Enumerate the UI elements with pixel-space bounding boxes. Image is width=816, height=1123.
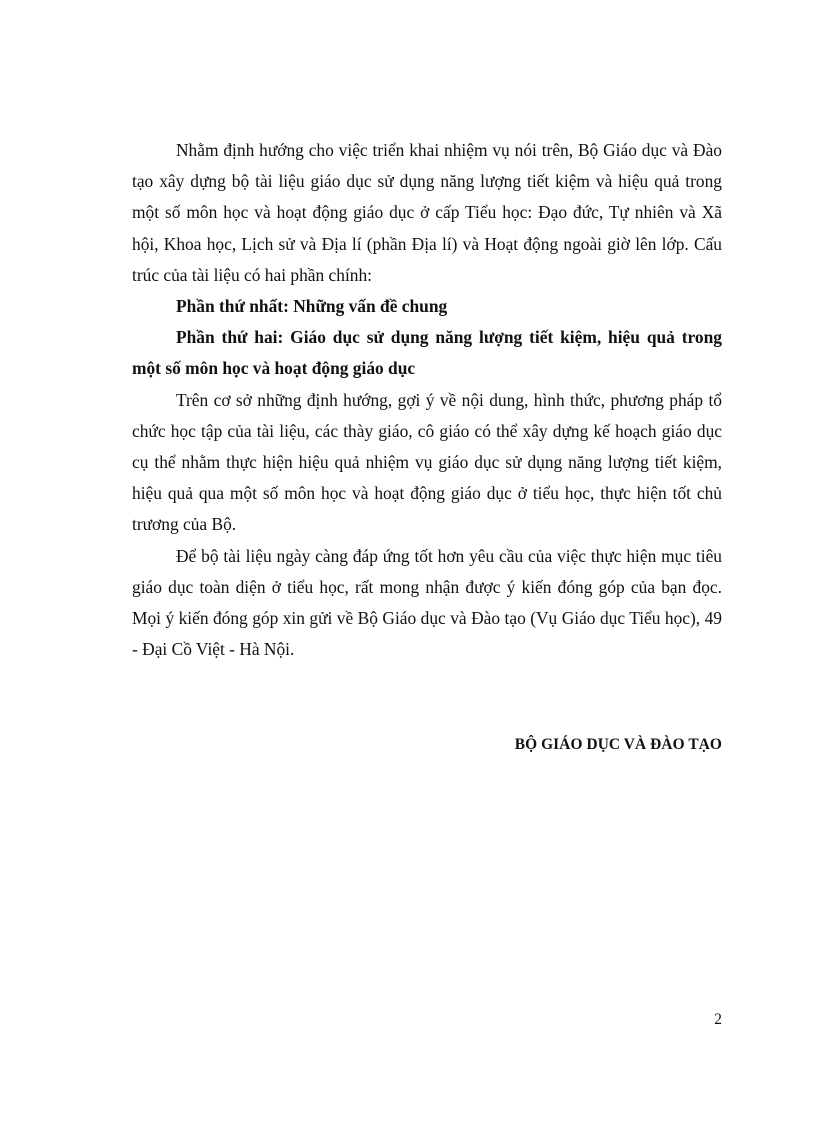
paragraph-guidance: Trên cơ sở những định hướng, gợi ý về nội dung, hình thức, phương pháp tổ chức học tập của tài liệu, các thày giáo, cô giáo có thể xây dựng kế hoạch giáo dục cụ thể nhằm thực hiện hiệu quả nhiệm vụ giáo dục sử dụng năng lượng tiết kiệm, hiệu quả qua một số môn học và hoạt động giáo dục ở tiểu học, thực hiện tốt chủ trương của Bộ.	[132, 389, 722, 535]
part-one-heading: Phần thứ nhất: Những vấn đề chung	[176, 296, 448, 317]
document-body	[132, 135, 722, 665]
signature-ministry: BỘ GIÁO DỤC VÀ ĐÀO TẠO	[514, 736, 722, 753]
page-number: 2	[714, 1011, 722, 1028]
paragraph-introduction: Nhằm định hướng cho việc triển khai nhiệm vụ nói trên, Bộ Giáo dục và Đào tạo xây dựng bộ tài liệu giáo dục sử dụng năng lượng tiết kiệm và hiệu quả trong một số môn học và hoạt động giáo dục ở cấp Tiểu học: Đạo đức, Tự nhiên và Xã hội, Khoa học, Lịch sử và Địa lí (phần Địa lí) và Hoạt động ngoài giờ lên lớp. Cấu trúc của tài liệu có hai phần chính:	[132, 140, 722, 285]
paragraph-feedback: Để bộ tài liệu ngày càng đáp ứng tốt hơn yêu cầu của việc thực hiện mục tiêu giáo dục toàn diện ở tiểu học, rất mong nhận được ý kiến đóng góp của bạn đọc. Mọi ý kiến đóng góp xin gửi về Bộ Giáo dục và Đào tạo (Vụ Giáo dục Tiểu học), 49 - Đại Cồ Việt - Hà Nội.	[132, 545, 722, 660]
part-two-heading: Phần thứ hai: Giáo dục sử dụng năng lượng tiết kiệm, hiệu quả trong một số môn học và hoạt động giáo dục	[132, 327, 722, 379]
